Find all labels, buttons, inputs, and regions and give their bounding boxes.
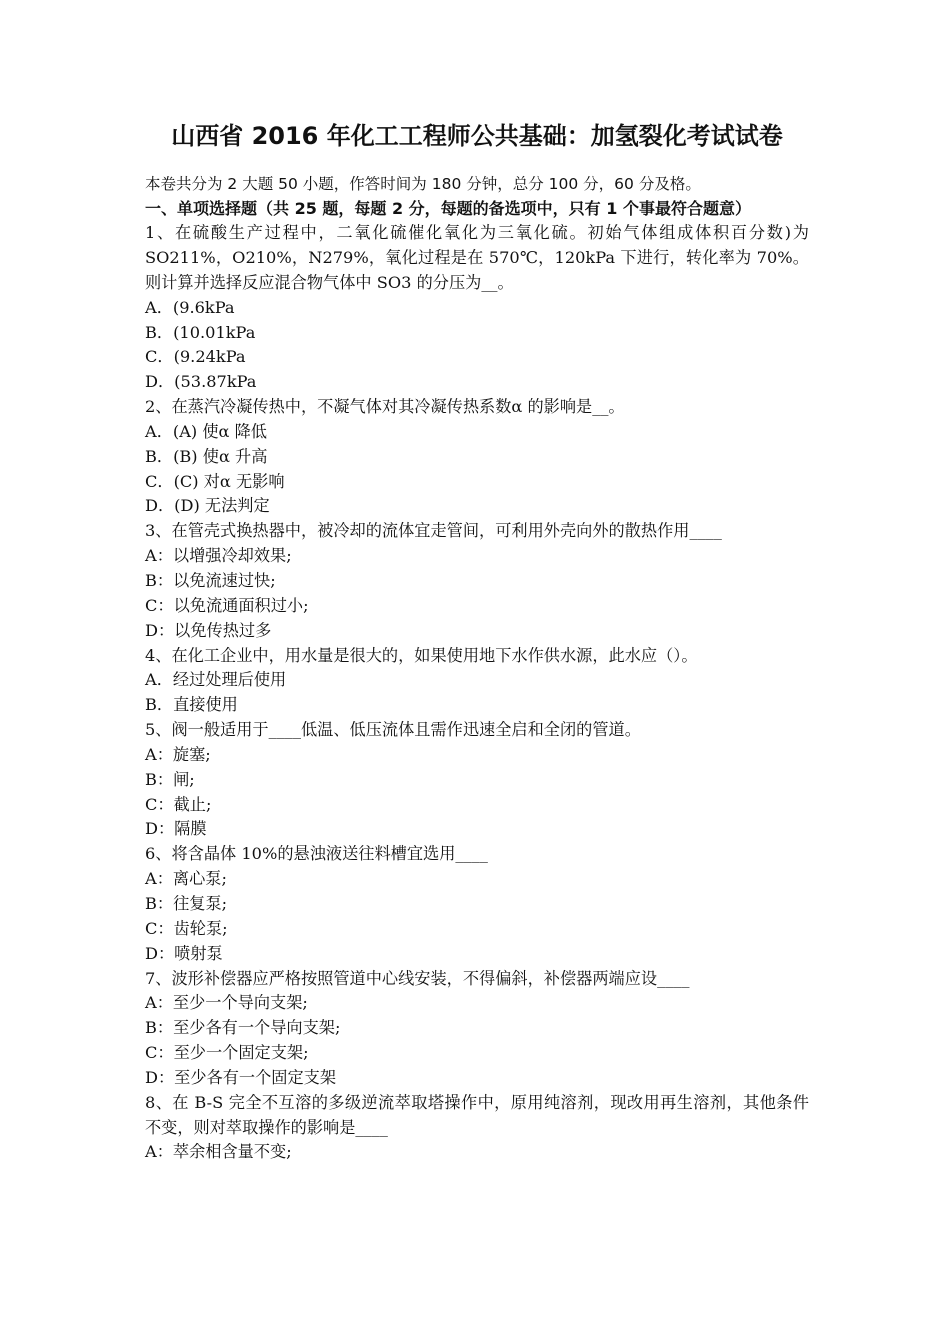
question-stem: 5、阀一般适用于____低温、低压流体且需作迅速全启和全闭的管道。: [145, 720, 641, 740]
question-stem: 1、在硫酸生产过程中，二氧化硫催化氧化为三氧化硫。初始气体组成体积百分数)为 SO211%，O210%，N279%，氧化过程是在 570℃，120kPa 下进行，转化率为 70%。则计算并选择反应混合物气体中 SO3 的分压为__。: [145, 223, 809, 292]
option-b: B：闸;: [145, 769, 195, 789]
option-c: C：截止;: [145, 794, 212, 814]
option-a: A：旋塞;: [145, 744, 211, 764]
exam-intro: 本卷共分为 2 大题 50 小题，作答时间为 180 分钟，总分 100 分，60 分及格。: [145, 175, 701, 193]
option-b: B：往复泵;: [145, 893, 228, 913]
option-b: B：至少各有一个导向支架;: [145, 1018, 341, 1038]
option-d: D．(D) 无法判定: [145, 496, 270, 516]
question-3: [145, 519, 809, 643]
option-d: D：以免传热过多: [145, 620, 272, 640]
option-a: A．经过处理后使用: [145, 670, 287, 690]
option-c: C：齿轮泵;: [145, 918, 228, 938]
question-1: [145, 221, 809, 395]
option-c: C：至少一个固定支架;: [145, 1043, 309, 1063]
question-stem: 4、在化工企业中，用水量是很大的，如果使用地下水作供水源，此水应（）。: [145, 645, 698, 665]
option-a: A：离心泵;: [145, 869, 227, 889]
option-a: A．(A) 使α 降低: [145, 421, 267, 441]
option-a: A．(9.6kPa: [145, 297, 235, 317]
question-5: [145, 718, 809, 842]
question-8: [145, 1091, 809, 1166]
question-7: [145, 967, 809, 1091]
question-stem: 7、波形补偿器应严格按照管道中心线安装，不得偏斜，补偿器两端应设____: [145, 968, 690, 988]
option-d: D：喷射泵: [145, 943, 223, 963]
option-b: B．(B) 使α 升高: [145, 446, 268, 466]
option-d: D．(53.87kPa: [145, 372, 257, 392]
option-c: C．(9.24kPa: [145, 347, 246, 367]
document-page: [145, 118, 809, 1165]
option-b: B．(10.01kPa: [145, 322, 256, 342]
question-6: [145, 842, 809, 966]
option-a: A：萃余相含量不变;: [145, 1142, 292, 1162]
option-d: D：隔膜: [145, 819, 207, 839]
option-c: C．(C) 对α 无影响: [145, 471, 285, 491]
option-a: A：至少一个导向支架;: [145, 993, 308, 1013]
option-a: A：以增强冷却效果;: [145, 546, 292, 566]
question-2: [145, 395, 809, 519]
option-d: D：至少各有一个固定支架: [145, 1067, 337, 1087]
question-stem: 8、在 B-S 完全不互溶的多级逆流萃取塔操作中，原用纯溶剂，现改用再生溶剂，其他条件不变，则对萃取操作的影响是____: [145, 1092, 809, 1137]
section-heading-single-choice: 一、单项选择题（共 25 题，每题 2 分，每题的备选项中，只有 1 个事最符合题意）: [145, 198, 751, 218]
option-c: C：以免流通面积过小;: [145, 595, 309, 615]
question-4: [145, 644, 809, 719]
page-title: 山西省 2016 年化工工程师公共基础：加氢裂化考试试卷: [171, 122, 783, 150]
question-stem: 3、在管壳式换热器中，被冷却的流体宜走管间，可利用外壳向外的散热作用____: [145, 521, 722, 541]
option-b: B：以免流速过快;: [145, 571, 276, 590]
option-b: B．直接使用: [145, 695, 238, 715]
question-stem: 2、在蒸汽冷凝传热中，不凝气体对其冷凝传热系数α 的影响是__。: [145, 397, 625, 417]
question-stem: 6、将含晶体 10%的悬浊液送往料槽宜选用____: [145, 844, 488, 864]
